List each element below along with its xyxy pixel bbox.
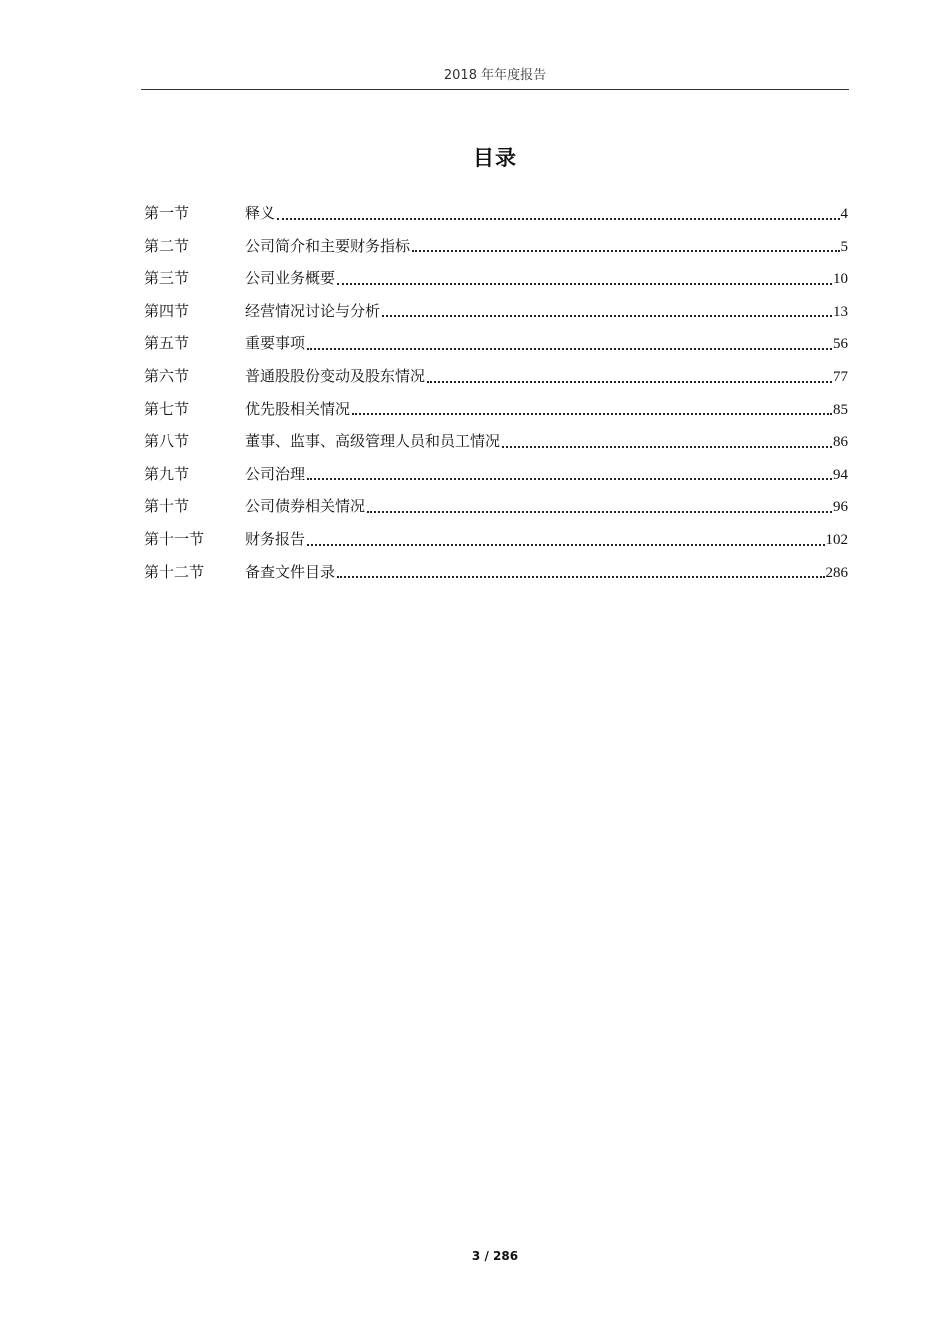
toc-leader-dots bbox=[412, 250, 839, 252]
toc-section-title: 普通股股份变动及股东情况 bbox=[245, 366, 426, 385]
toc-heading: 目录 bbox=[473, 146, 517, 170]
toc-section-number: 第六节 bbox=[144, 366, 190, 385]
toc-page-number: 94 bbox=[833, 466, 848, 483]
toc-page-number: 286 bbox=[825, 564, 848, 581]
toc-entry[interactable] bbox=[144, 362, 848, 395]
toc-section-title: 优先股相关情况 bbox=[245, 399, 351, 418]
toc-entry[interactable] bbox=[144, 232, 848, 265]
toc-section-number: 第八节 bbox=[144, 432, 190, 451]
toc-leader-dots bbox=[307, 348, 832, 350]
toc-leader-dots bbox=[307, 544, 824, 546]
toc-entry[interactable] bbox=[144, 297, 848, 330]
toc-section-title: 备查文件目录 bbox=[245, 562, 336, 581]
toc-section-title: 董事、监事、高级管理人员和员工情况 bbox=[245, 432, 501, 451]
toc-page-number: 96 bbox=[833, 499, 848, 516]
report-title: 2018 年年度报告 bbox=[443, 68, 547, 83]
toc-section-title: 经营情况讨论与分析 bbox=[245, 301, 381, 320]
toc-entry[interactable] bbox=[144, 558, 848, 591]
toc-section-title: 财务报告 bbox=[245, 529, 306, 548]
toc-section-number: 第七节 bbox=[144, 399, 190, 418]
toc-page-number: 77 bbox=[833, 368, 848, 385]
toc-entry[interactable] bbox=[144, 264, 848, 297]
toc-section-title: 公司治理 bbox=[245, 464, 306, 483]
toc-section-number: 第五节 bbox=[144, 334, 190, 353]
toc-section-number: 第四节 bbox=[144, 301, 190, 320]
toc-entry[interactable] bbox=[144, 199, 848, 232]
toc-section-number: 第九节 bbox=[144, 464, 190, 483]
toc-entry[interactable] bbox=[144, 329, 848, 362]
toc-entry[interactable] bbox=[144, 395, 848, 428]
page-header bbox=[141, 64, 849, 90]
toc-leader-dots bbox=[502, 446, 832, 448]
toc-page-number: 85 bbox=[833, 401, 848, 418]
toc-leader-dots bbox=[427, 381, 832, 383]
toc-leader-dots bbox=[352, 413, 832, 415]
toc-leader-dots bbox=[382, 315, 832, 317]
page-indicator: 3 / 286 bbox=[471, 1249, 519, 1263]
toc-leader-dots bbox=[277, 218, 839, 220]
toc-section-title: 公司简介和主要财务指标 bbox=[245, 236, 411, 255]
table-of-contents bbox=[144, 199, 848, 590]
toc-section-title: 释义 bbox=[245, 204, 276, 222]
toc-leader-dots bbox=[337, 576, 824, 578]
toc-entry[interactable] bbox=[144, 427, 848, 460]
toc-section-title: 公司债券相关情况 bbox=[245, 497, 366, 516]
toc-section-number: 第十节 bbox=[144, 497, 190, 516]
toc-page-number: 13 bbox=[833, 303, 848, 320]
toc-section-number: 第一节 bbox=[144, 204, 190, 222]
toc-leader-dots bbox=[337, 283, 832, 285]
toc-section-number: 第三节 bbox=[144, 269, 190, 288]
toc-page-number: 56 bbox=[833, 336, 848, 353]
toc-entry[interactable] bbox=[144, 525, 848, 558]
toc-leader-dots bbox=[307, 478, 832, 480]
toc-section-number: 第十一节 bbox=[144, 529, 205, 548]
toc-page-number: 4 bbox=[840, 206, 848, 222]
toc-page-number: 102 bbox=[825, 531, 848, 548]
page-footer bbox=[0, 1246, 950, 1266]
toc-leader-dots bbox=[367, 511, 832, 513]
toc-page-number: 10 bbox=[833, 271, 848, 288]
toc-section-title: 重要事项 bbox=[245, 334, 306, 353]
toc-entry[interactable] bbox=[144, 460, 848, 493]
toc-page-number: 5 bbox=[840, 238, 848, 255]
toc-page-number: 86 bbox=[833, 434, 848, 451]
toc-section-number: 第十二节 bbox=[144, 562, 205, 581]
toc-section-number: 第二节 bbox=[144, 236, 190, 255]
toc-entry[interactable] bbox=[144, 492, 848, 525]
toc-section-title: 公司业务概要 bbox=[245, 269, 336, 288]
